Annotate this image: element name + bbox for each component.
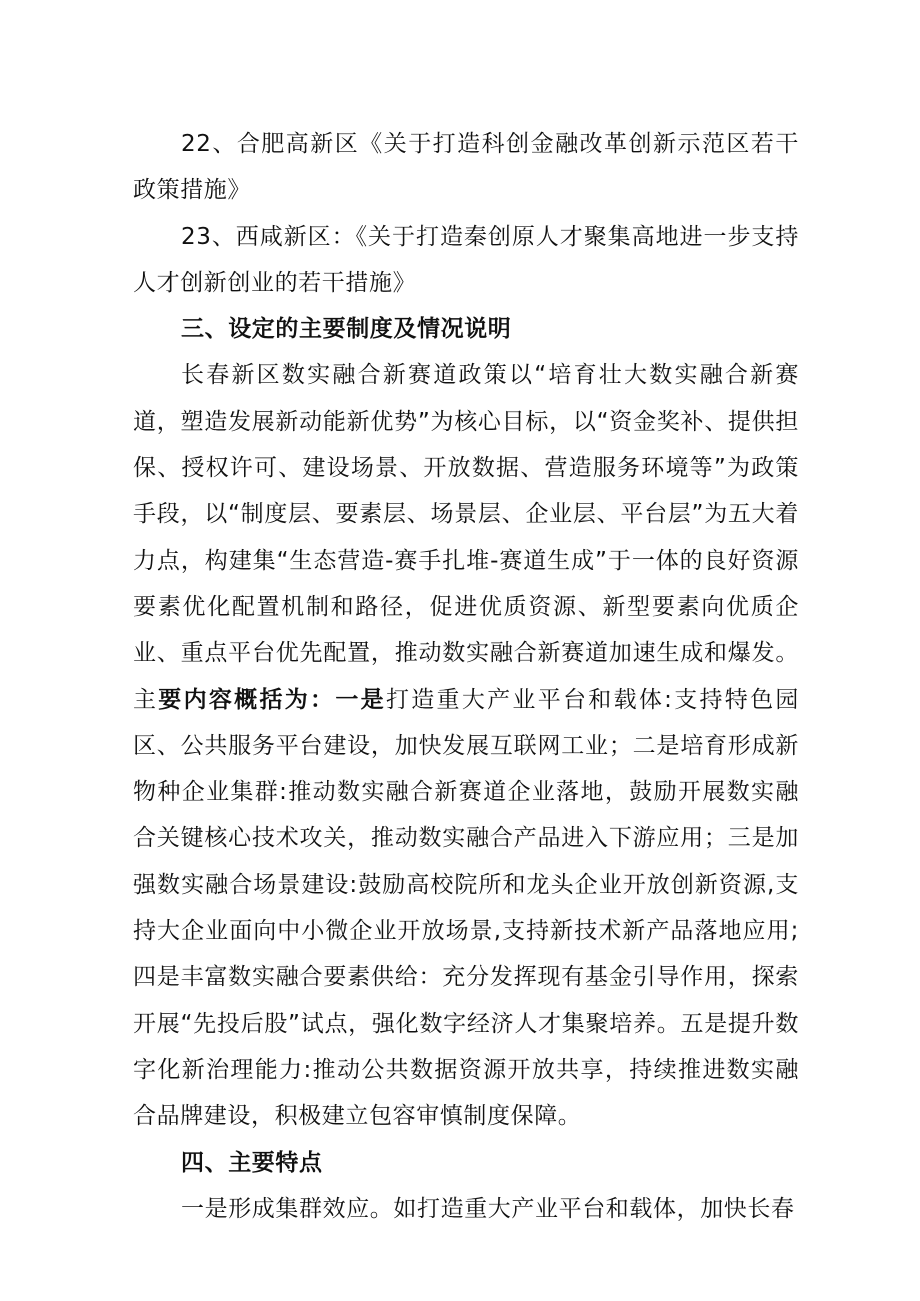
section-three-bold-text: 要内容概括为：一是 [158, 686, 386, 713]
section-three-paragraph [133, 352, 799, 1139]
section-heading-four: 四、主要特点 [181, 1149, 323, 1176]
section-three-text-part2: 打造重大产业平台和载体:支持特色园区、公共服务平台建设，加快发展互联网工业；二是培育形成新物种企业集群:推动数实融合新赛道企业落地，鼓励开展数实融合关键核心技术攻关，推动数实融合产品进入下游应用；三是加强数实融合场景建设:鼓励高校院所和龙头企业开放创新资源,支持大企业面向中小微企业开放场景,支持新技术新产品落地应用;四是丰富数实融合要素供给：充分发挥现有基金引导作用，探索开展“先投后股”试点，强化数字经济人才集聚培养。五是提升数字化新治理能力:推动公共数据资源开放共享，持续推进数实融合品牌建设，积极建立包容审慎制度保障。 [133, 686, 799, 1130]
policy-list-item-22: 22、合肥高新区《关于打造科创金融改革创新示范区若干政策措施》 [133, 131, 799, 204]
section-heading-three: 三、设定的主要制度及情况说明 [181, 316, 512, 343]
section-three-text-part1: 长春新区数实融合新赛道政策以“培育壮大数实融合新赛道，塑造发展新动能新优势”为核心目标，以“资金奖补、提供担保、授权许可、建设场景、开放数据、营造服务环境等”为政策手段，以“制度层、要素层、场景层、企业层、平台层”为五大着力点，构建集“生态营造-赛手扎堆-赛道生成”于一体的良好资源要素优化配置机制和路径，促进优质资源、新型要素向优质企业、重点平台优先配置，推动数实融合新赛道加速生成和爆发。主 [133, 362, 799, 713]
document-body [133, 121, 799, 1232]
policy-list-item-23: 23、西咸新区：《关于打造秦创原人才聚集高地进一步支持人才创新创业的若干措施》 [133, 223, 799, 296]
section-four-paragraph: 一是形成集群效应。如打造重大产业平台和载体，加快长春 [181, 1195, 795, 1222]
